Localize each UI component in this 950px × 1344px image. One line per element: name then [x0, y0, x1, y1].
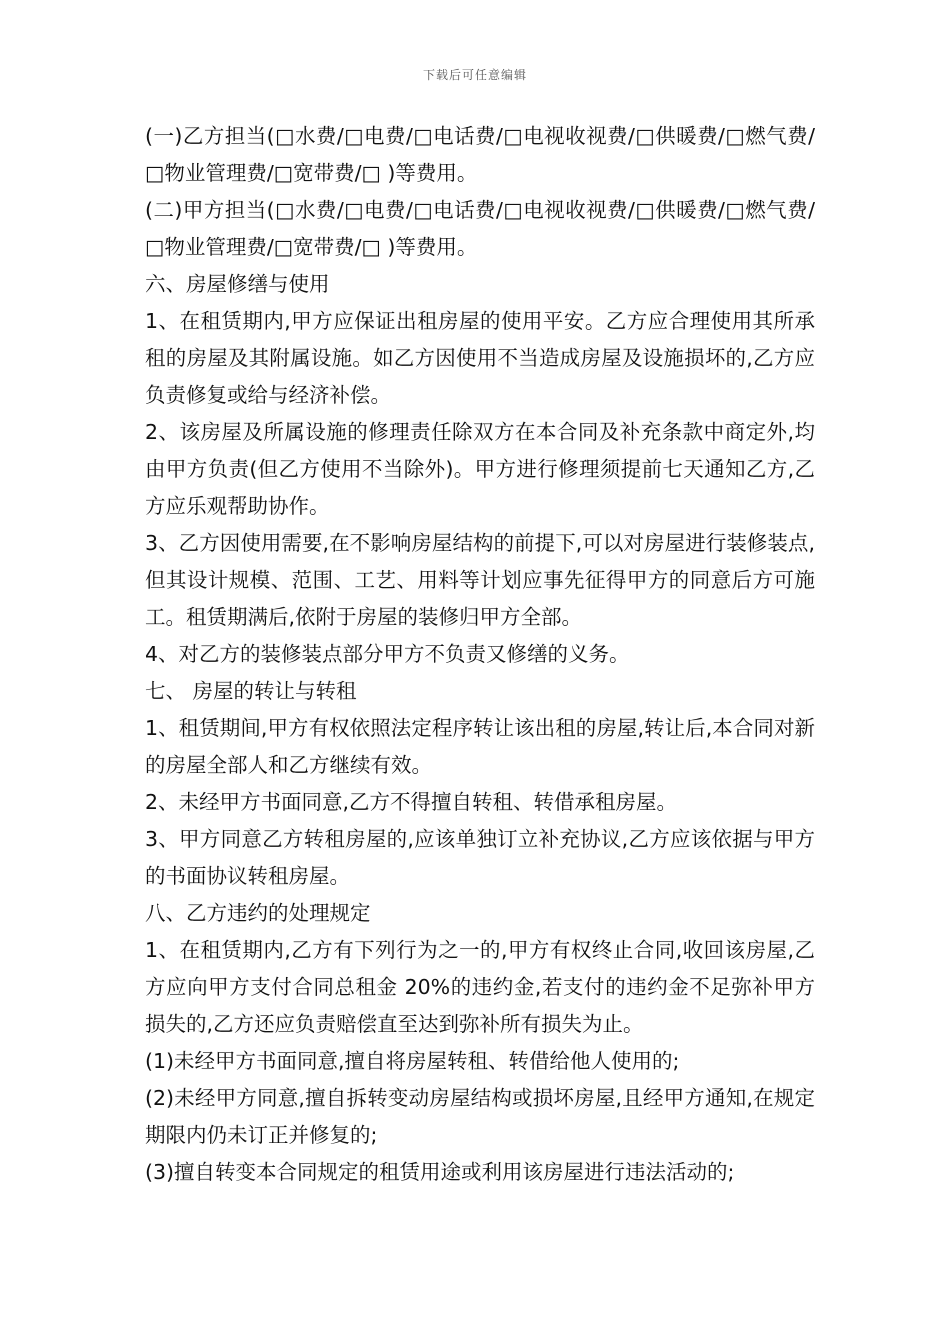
paragraph-repair-3: 3、乙方因使用需要,在不影响房屋结构的前提下,可以对房屋进行装修装点,但其设计规模、范围、工艺、用料等计划应事先征得甲方的同意后方可施工。租赁期满后,依附于房屋的装修归甲方全部。 [145, 531, 815, 629]
paragraph-breach-item-1: (1)未经甲方书面同意,擅自将房屋转租、转借给他人使用的; [145, 1049, 680, 1073]
section-heading-transfer: 七、 房屋的转让与转租 [145, 679, 357, 703]
section-heading-breach: 八、乙方违约的处理规定 [145, 901, 371, 925]
section-heading-repair: 六、房屋修缮与使用 [145, 272, 330, 296]
paragraph-transfer-1: 1、租赁期间,甲方有权依照法定程序转让该出租的房屋,转让后,本合同对新的房屋全部人和乙方继续有效。 [145, 716, 815, 777]
paragraph-expense-party-a: (二)甲方担当(□水费/□电费/□电话费/□电视收视费/□供暖费/□燃气费/□物业管理费/□宽带费/□ )等费用。 [145, 198, 815, 259]
paragraph-transfer-2: 2、未经甲方书面同意,乙方不得擅自转租、转借承租房屋。 [145, 790, 678, 814]
paragraph-transfer-3: 3、甲方同意乙方转租房屋的,应该单独订立补充协议,乙方应该依据与甲方的书面协议转租房屋。 [145, 827, 815, 888]
paragraph-breach-item-3: (3)擅自转变本合同规定的租赁用途或利用该房屋进行违法活动的; [145, 1160, 735, 1184]
paragraph-breach-item-2: (2)未经甲方同意,擅自拆转变动房屋结构或损坏房屋,且经甲方通知,在规定期限内仍未订正并修复的; [145, 1086, 815, 1147]
paragraph-breach-1: 1、在租赁期内,乙方有下列行为之一的,甲方有权终止合同,收回该房屋,乙方应向甲方支付合同总租金 20%的违约金,若支付的违约金不足弥补甲方损失的,乙方还应负责赔偿直至达到弥补所有损失为止。 [145, 938, 815, 1036]
document-body [145, 118, 815, 1191]
paragraph-repair-1: 1、在租赁期内,甲方应保证出租房屋的使用平安。乙方应合理使用其所承租的房屋及其附属设施。如乙方因使用不当造成房屋及设施损坏的,乙方应负责修复或给与经济补偿。 [145, 309, 815, 407]
paragraph-repair-4: 4、对乙方的装修装点部分甲方不负责又修缮的义务。 [145, 642, 630, 666]
page-header: 下载后可任意编辑 [422, 68, 527, 82]
paragraph-repair-2: 2、该房屋及所属设施的修理责任除双方在本合同及补充条款中商定外,均由甲方负责(但乙方使用不当除外)。甲方进行修理须提前七天通知乙方,乙方应乐观帮助协作。 [145, 420, 815, 518]
paragraph-expense-party-b: (一)乙方担当(□水费/□电费/□电话费/□电视收视费/□供暖费/□燃气费/□物业管理费/□宽带费/□ )等费用。 [145, 124, 815, 185]
